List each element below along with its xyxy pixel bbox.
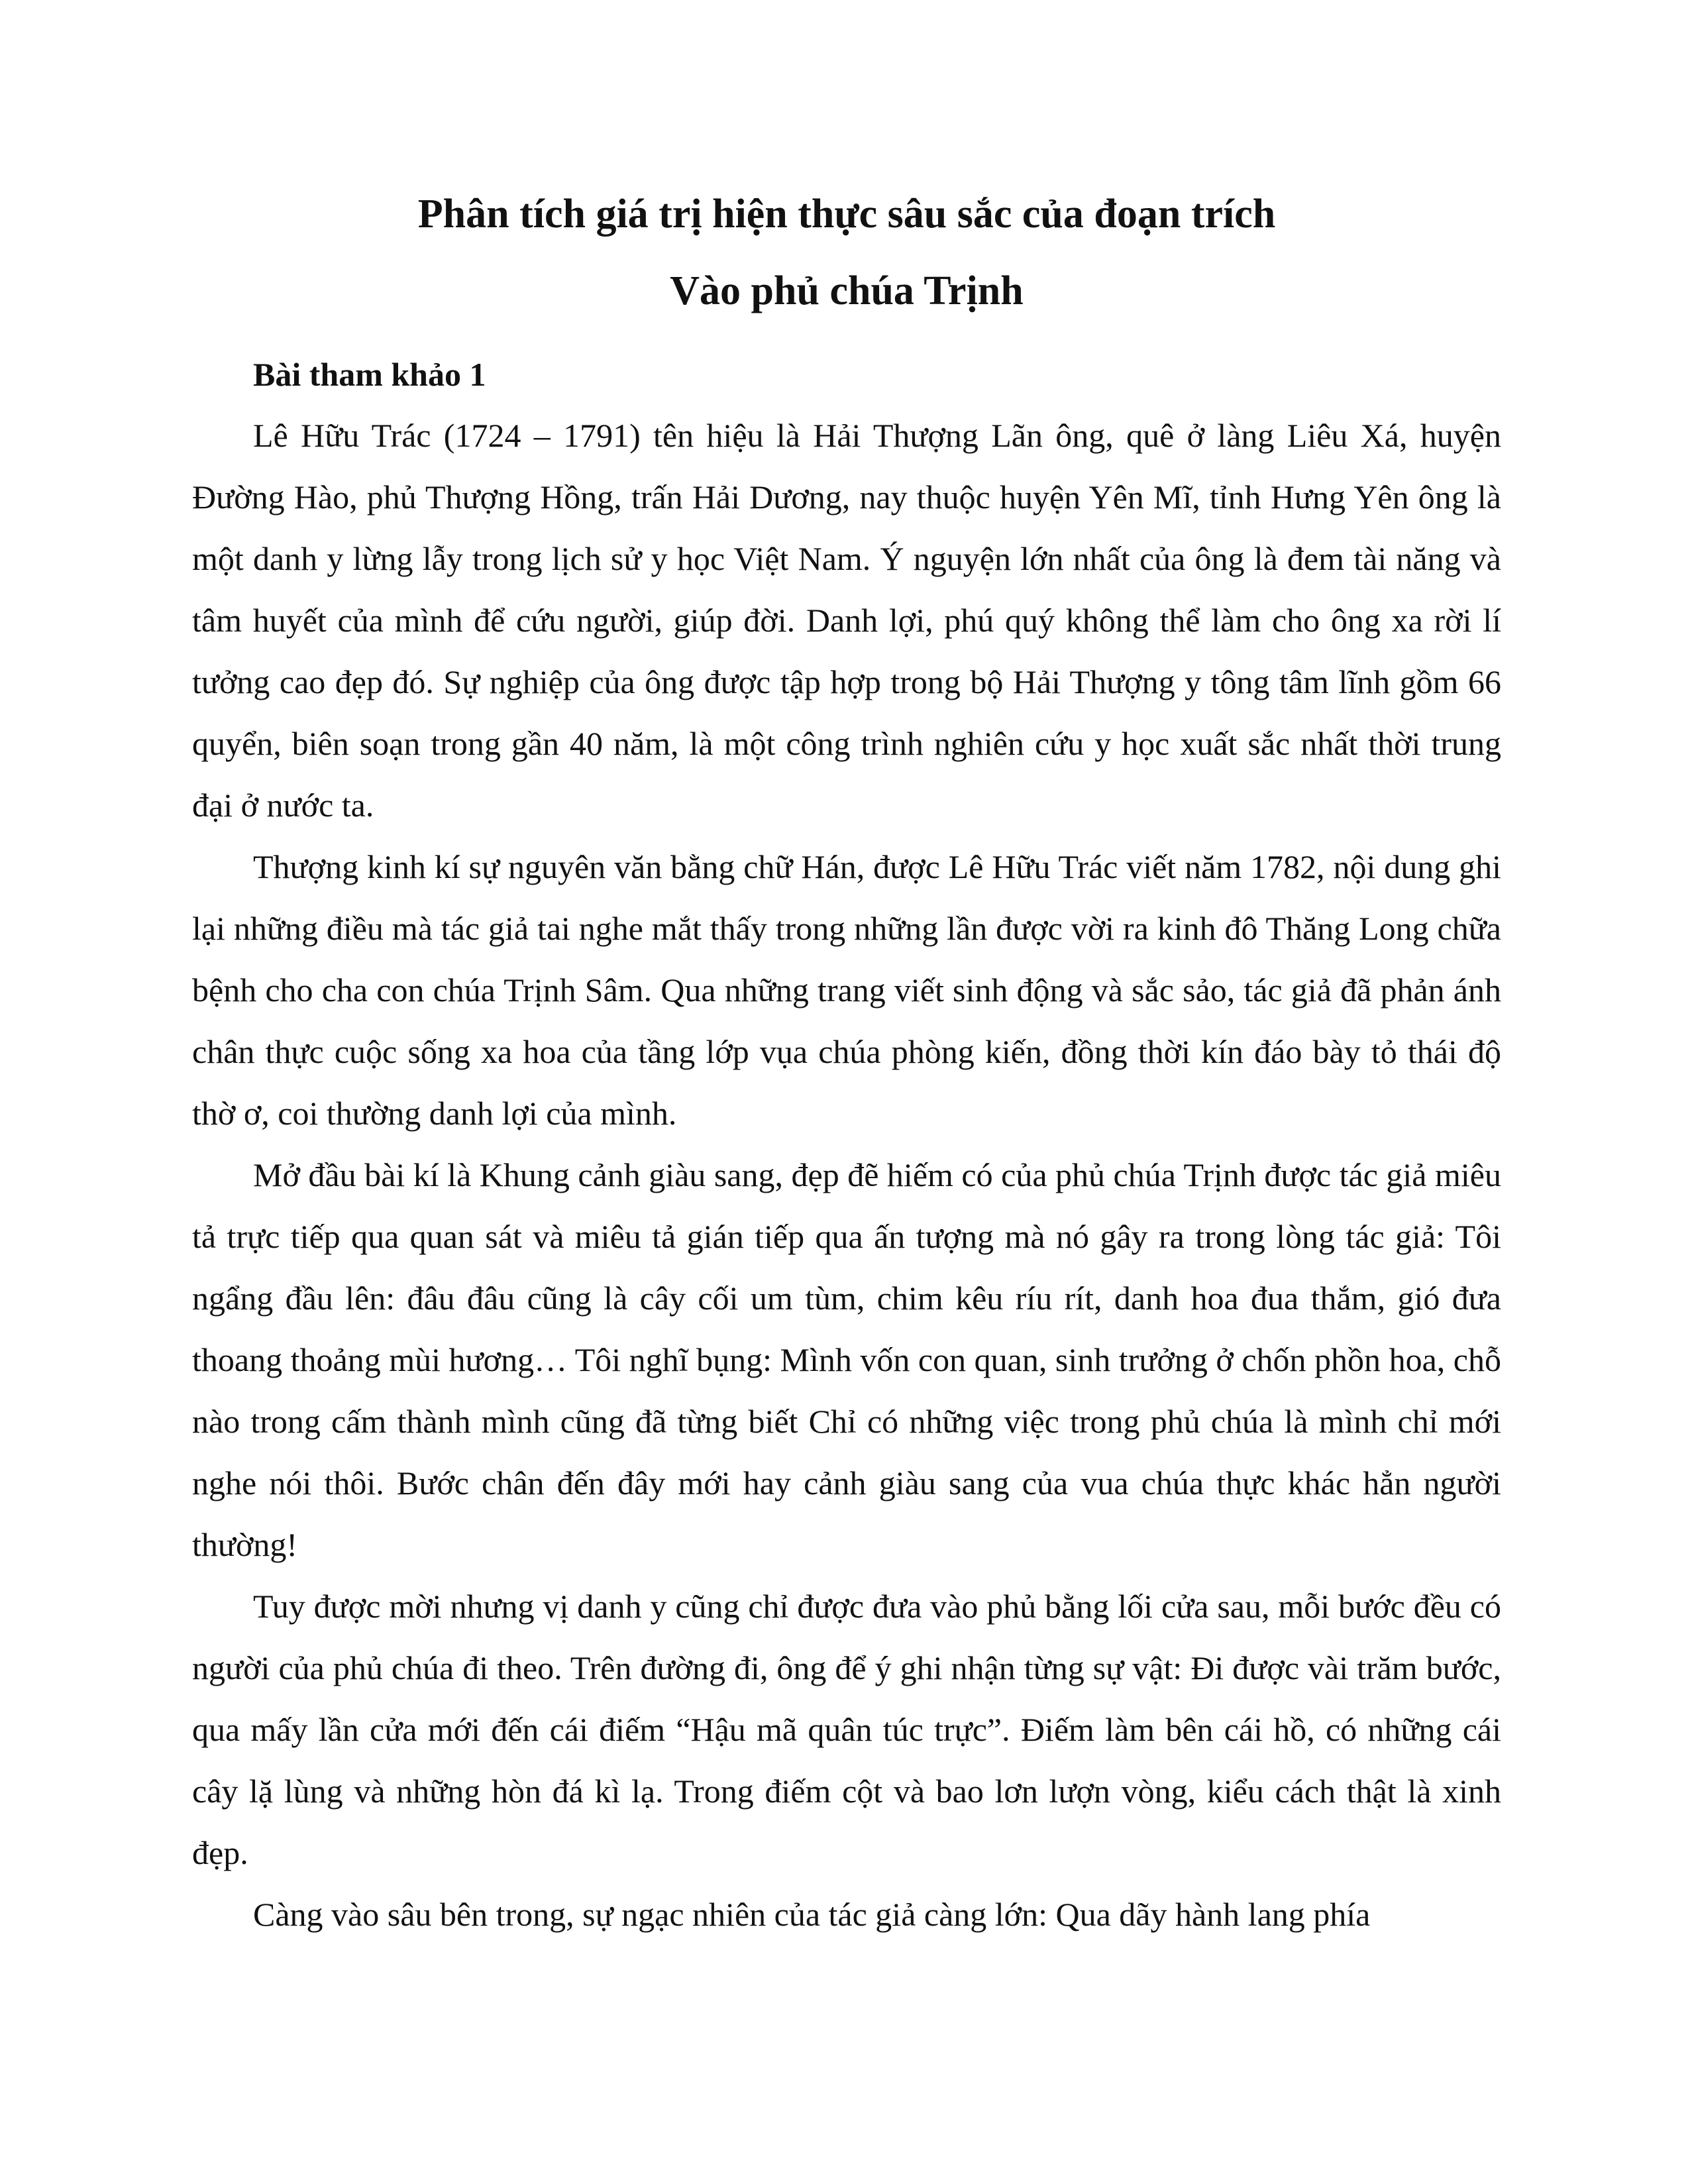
paragraph-1: Lê Hữu Trác (1724 – 1791) tên hiệu là Hải Thượng Lãn ông, quê ở làng Liêu Xá, huyện Đường Hào, phủ Thượng Hồng, trấn Hải Dương, nay thuộc huyện Yên Mĩ, tỉnh Hưng Yên ông là một danh y lừng lẫy trong lịch sử y học Việt Nam. Ý nguyện lớn nhất của ông là đem tài năng và tâm huyết của mình để cứu người, giúp đời. Danh lợi, phú quý không thể làm cho ông xa rời lí tưởng cao đẹp đó. Sự nghiệp của ông được tập hợp trong bộ Hải Thượng y tông tâm lĩnh gồm 66 quyển, biên soạn trong gần 40 năm, là một công trình nghiên cứu y học xuất sắc nhất thời trung đại ở nước ta. bbox=[192, 417, 1501, 824]
section-heading: Bài tham khảo 1 bbox=[253, 356, 486, 393]
paragraph-3: Mở đầu bài kí là Khung cảnh giàu sang, đẹp đẽ hiếm có của phủ chúa Trịnh được tác giả miêu tả trực tiếp qua quan sát và miêu tả gián tiếp qua ấn tượng mà nó gây ra trong lòng tác giả: Tôi ngẩng đầu lên: đâu đâu cũng là cây cối um tùm, chim kêu ríu rít, danh hoa đua thắm, gió đưa thoang thoảng mùi hương… Tôi nghĩ bụng: Mình vốn con quan, sinh trưởng ở chốn phồn hoa, chỗ nào trong cấm thành mình cũng đã từng biết Chỉ có những việc trong phủ chúa là mình chỉ mới nghe nói thôi. Bước chân đến đây mới hay cảnh giàu sang của vua chúa thực khác hẳn người thường! bbox=[192, 1156, 1501, 1563]
title-line-1: Phân tích giá trị hiện thực sâu sắc của đoạn trích bbox=[417, 191, 1276, 237]
paragraph-2: Thượng kinh kí sự nguyên văn bằng chữ Hán, được Lê Hữu Trác viết năm 1782, nội dung ghi lại những điều mà tác giả tai nghe mắt thấy trong những lần được vời ra kinh đô Thăng Long chữa bệnh cho cha con chúa Trịnh Sâm. Qua những trang viết sinh động và sắc sảo, tác giả đã phản ánh chân thực cuộc sống xa hoa của tầng lớp vụa chúa phòng kiến, đồng thời kín đáo bày tỏ thái độ thờ ơ, coi thường danh lợi của mình. bbox=[192, 848, 1501, 1132]
paragraph-4: Tuy được mời nhưng vị danh y cũng chỉ được đưa vào phủ bằng lối cửa sau, mỗi bước đều có người của phủ chúa đi theo. Trên đường đi, ông để ý ghi nhận từng sự vật: Đi được vài trăm bước, qua mấy lần cửa mới đến cái điếm “Hậu mã quân túc trực”. Điếm làm bên cái hồ, có những cái cây lặ lùng và những hòn đá kì lạ. Trong điếm cột và bao lơn lượn vòng, kiểu cách thật là xinh đẹp. bbox=[192, 1588, 1501, 1871]
paragraph-5: Càng vào sâu bên trong, sự ngạc nhiên của tác giả càng lớn: Qua dãy hành lang phía bbox=[253, 1896, 1371, 1933]
document-title bbox=[192, 176, 1501, 329]
title-line-2: Vào phủ chúa Trịnh bbox=[670, 268, 1024, 313]
